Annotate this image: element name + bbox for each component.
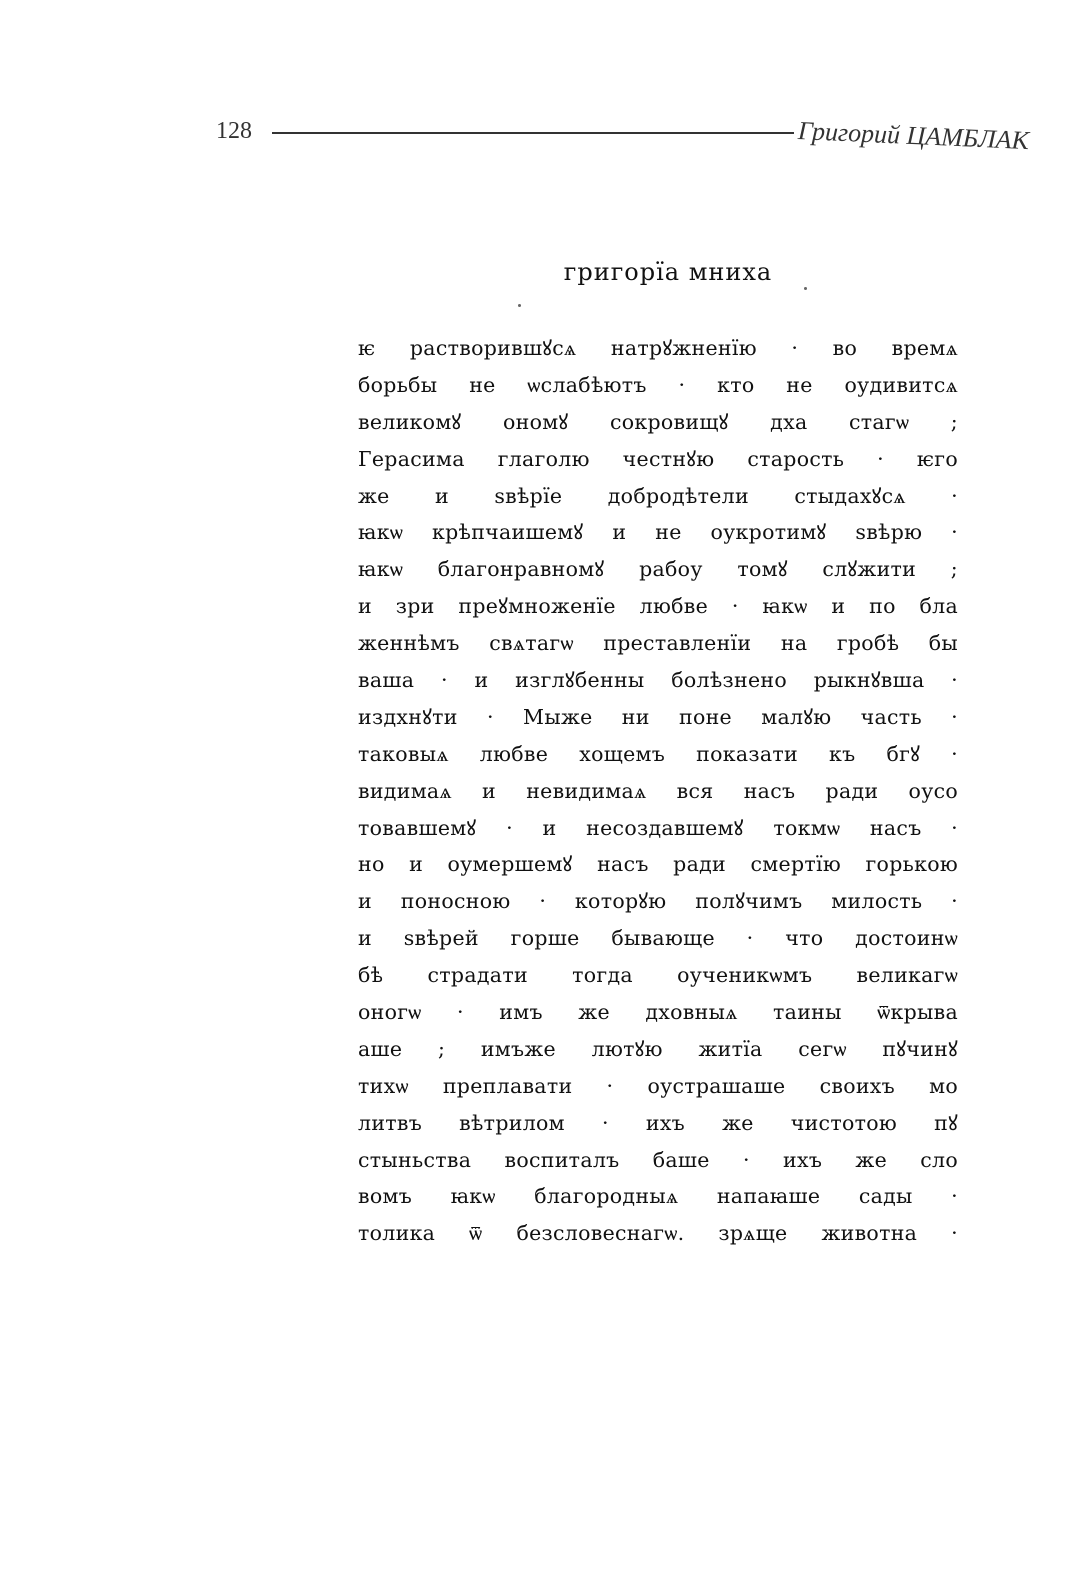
manuscript-line: женнѣмъ свѧтагѡ преставленїи на гробѣ бы: [358, 631, 958, 656]
manuscript-line: и поносною · которꙋю полꙋчимъ милость ·: [358, 889, 958, 914]
manuscript-line: и зри преꙋмноженїе любве · ꙗкѡ и по бла: [358, 594, 958, 619]
manuscript-line: вомъ ꙗкѡ благородныѧ напаꙗше сады ·: [358, 1184, 958, 1209]
manuscript-line: и sвѣрей горше бывающе · что достоинѡ: [358, 926, 958, 951]
manuscript-facsimile: [358, 258, 958, 1252]
manuscript-line: Герасима глаголю честнꙋю старость · ѥго: [358, 446, 958, 471]
header-rule: [272, 132, 794, 134]
manuscript-heading: григорїа мниха: [563, 258, 773, 286]
manuscript-line: издхнꙋти · Мыже ни поне малꙋю часть ·: [358, 704, 958, 729]
running-head: [216, 112, 1030, 156]
manuscript-line: видимаѧ и невидимаѧ вся насъ ради оусо: [358, 778, 958, 803]
manuscript-line: ꙗкѡ благонравномꙋ рабоу томꙋ слꙋжити ;: [358, 557, 958, 582]
manuscript-line: же и sвѣрїе добродѣтели стыдахꙋсѧ ·: [358, 483, 958, 508]
scan-speck: [518, 304, 521, 307]
manuscript-line: бѣ страдати тогда оученикѡмъ великагѡ: [358, 963, 958, 988]
running-title: Григорий ЦАМБЛАК: [797, 116, 1030, 156]
manuscript-line: борьбы не ѡслабѣютъ · кто не оудивитсѧ: [358, 372, 958, 397]
manuscript-line: толика ѿ безсловеснагѡ. зрѧще животна ·: [358, 1221, 958, 1246]
manuscript-line: тихѡ преплавати · оустрашаше своихъ мо: [358, 1073, 958, 1098]
manuscript-line: великомꙋ ономꙋ сокровищꙋ дха стагѡ ;: [358, 409, 958, 434]
manuscript-line: литвъ вѣтрилом · ихъ же чистотою пꙋ: [358, 1110, 958, 1135]
manuscript-line: оногѡ · имъ же дховныѧ таины ѿкрыва: [358, 1000, 958, 1025]
manuscript-line: стыньства воспиталъ баше · ихъ же сло: [358, 1147, 958, 1172]
manuscript-text-block: [358, 330, 958, 1252]
scan-speck: [804, 287, 807, 290]
manuscript-line: но и оумершемꙋ насъ ради смертїю горькою: [358, 852, 958, 877]
manuscript-line: аше ; имъже лютꙋю житїа сегѡ пꙋчинꙋ: [358, 1036, 958, 1061]
manuscript-line: ꙗкѡ крѣпчаишемꙋ и не оукротимꙋ sвѣрю ·: [358, 520, 958, 545]
manuscript-line: ѥ растворившꙋсѧ натрꙋжненїю · во времѧ: [358, 336, 958, 360]
manuscript-line: таковыѧ любве хощемъ показати къ бгꙋ ·: [358, 741, 958, 766]
manuscript-line: товавшемꙋ · и несоздавшемꙋ токмѡ насъ ·: [358, 815, 958, 840]
manuscript-line: ваша · и изглꙋбенны болѣзнено рыкнꙋвша ·: [358, 668, 958, 693]
page-number: 128: [216, 118, 252, 144]
